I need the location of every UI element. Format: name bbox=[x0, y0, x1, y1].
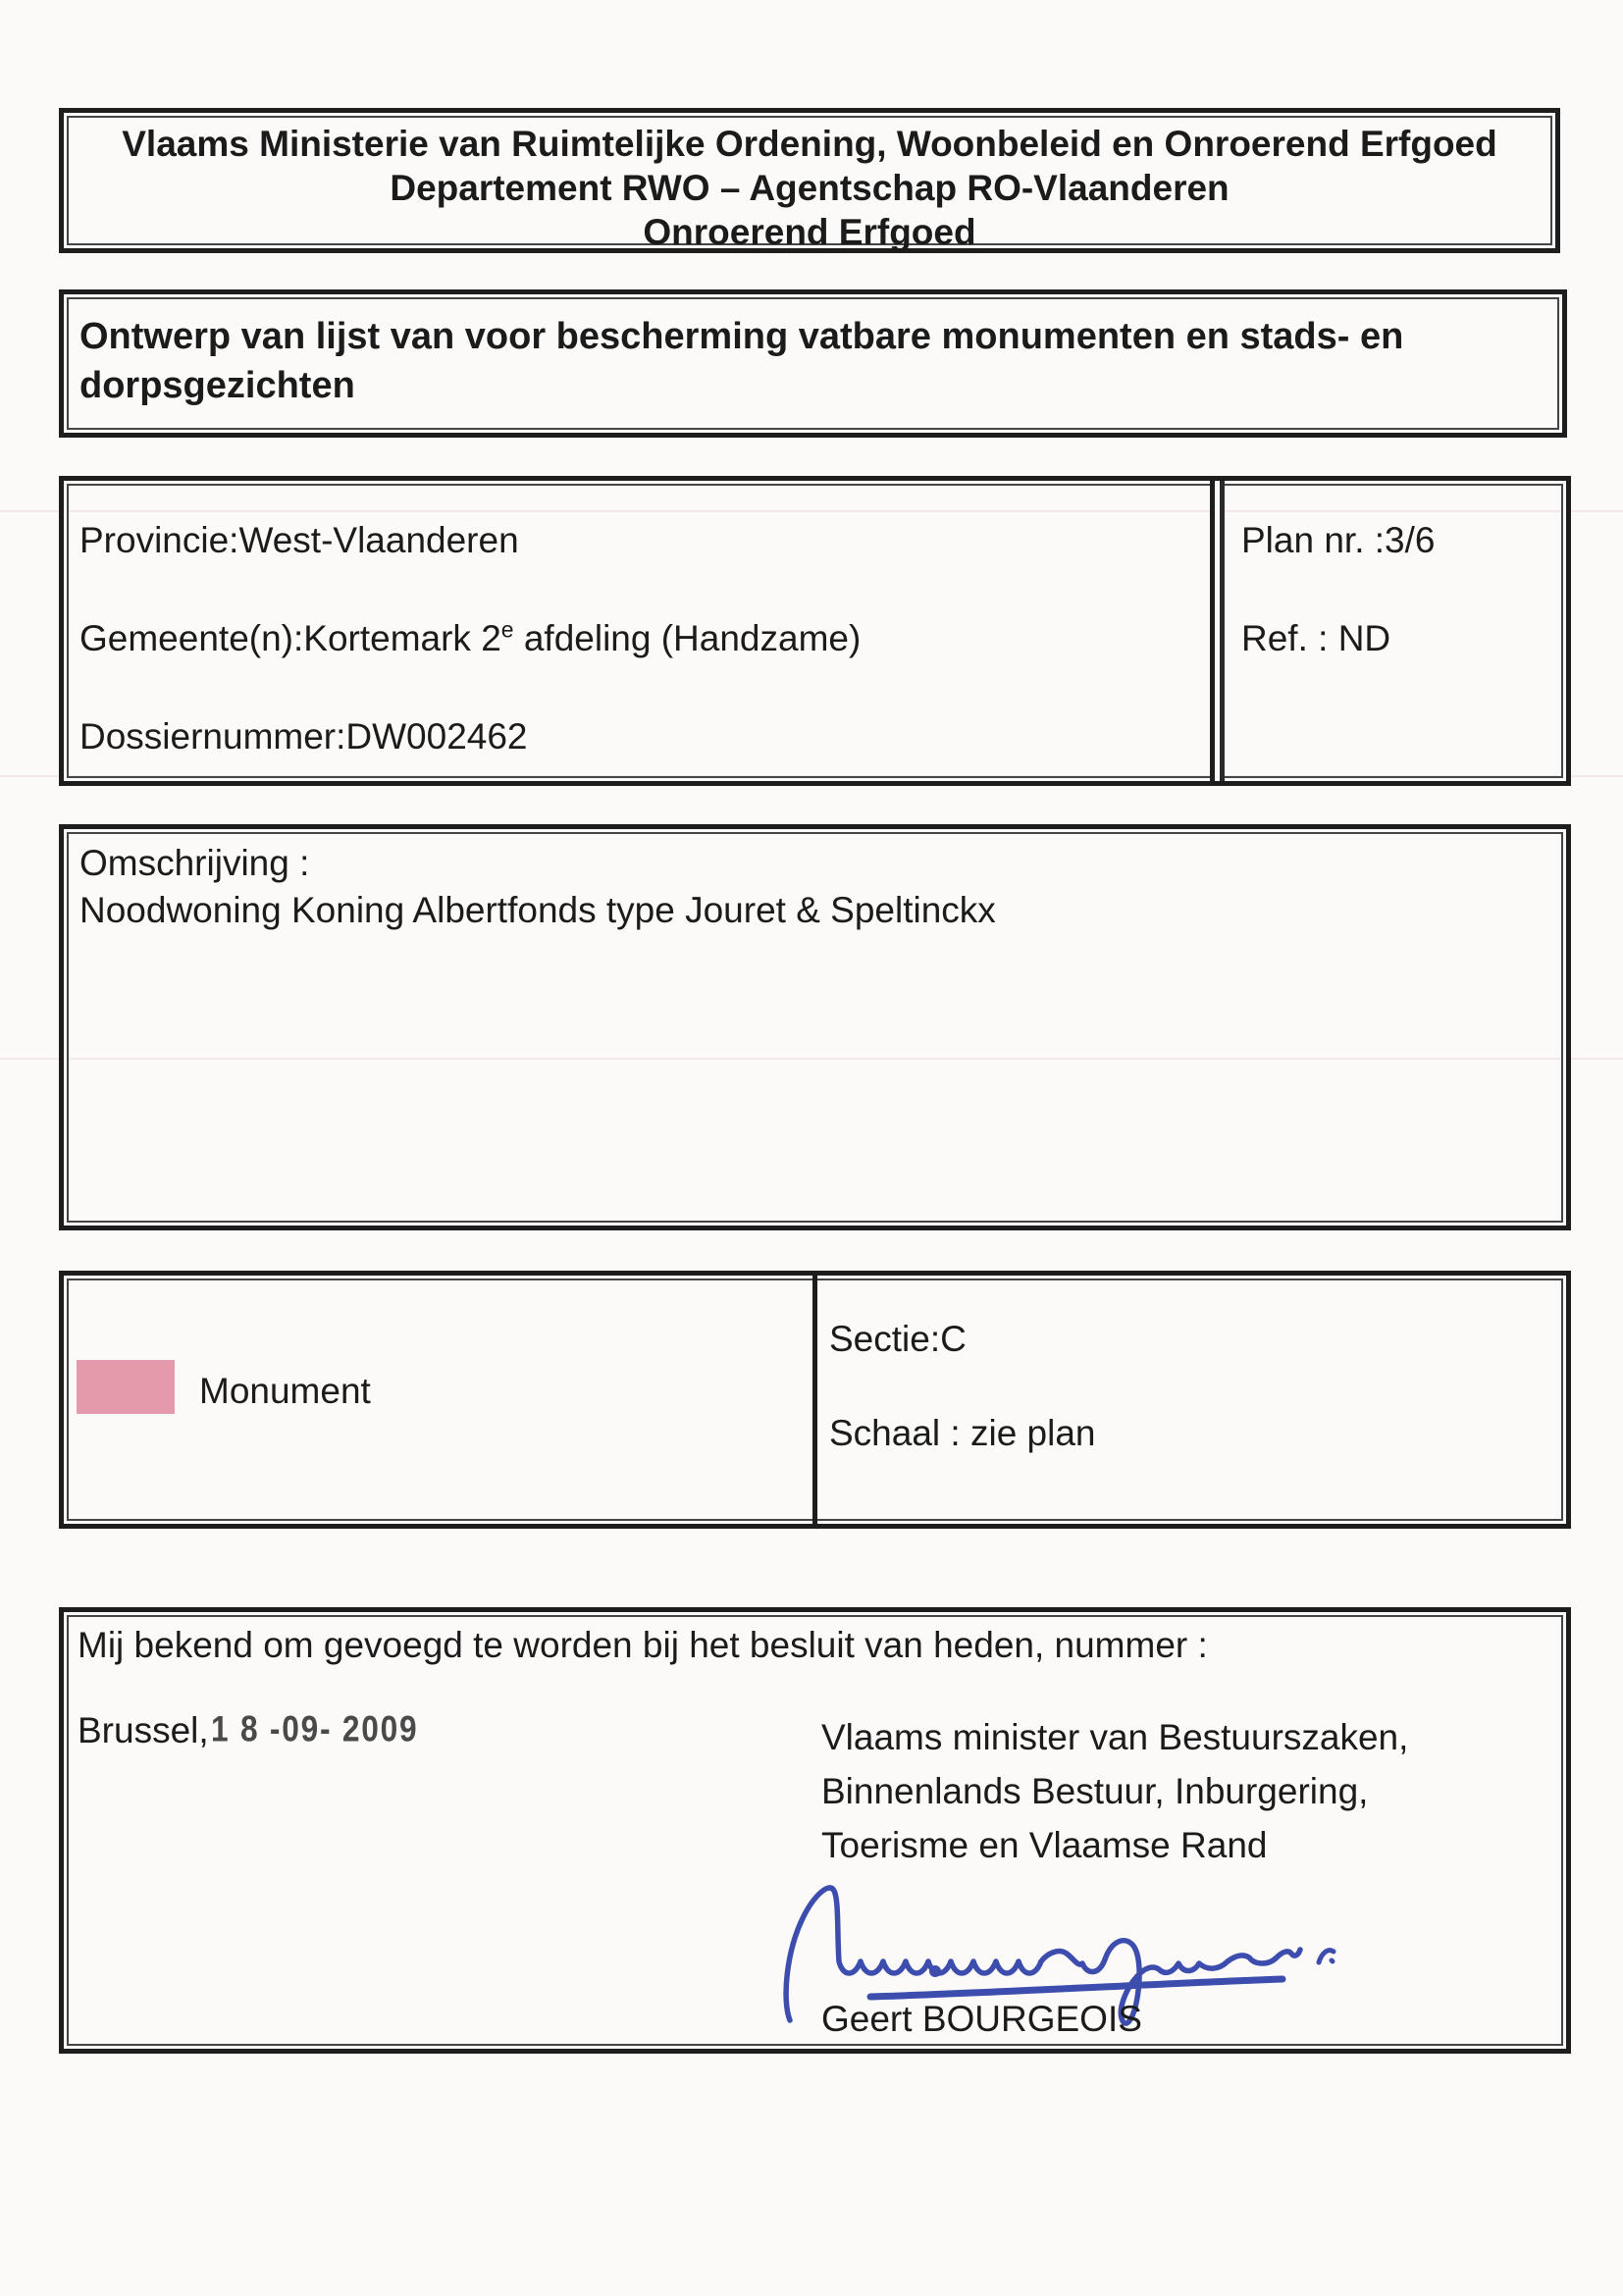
minister-address bbox=[821, 1710, 1408, 1872]
monument-color-swatch bbox=[77, 1360, 175, 1414]
gemeente-superscript: e bbox=[500, 616, 514, 643]
monument-label: Monument bbox=[199, 1371, 371, 1411]
dossiernummer-line: Dossiernummer:DW002462 bbox=[79, 716, 528, 757]
department-line: Departement RWO – Agentschap RO-Vlaanderen bbox=[390, 168, 1230, 208]
besluit-intro-line: Mij bekend om gevoegd te worden bij het besluit van heden, nummer : bbox=[78, 1625, 1208, 1665]
document-title-box bbox=[59, 289, 1567, 438]
info-column-divider bbox=[1210, 481, 1225, 781]
omschrijving-box bbox=[59, 824, 1571, 1230]
gemeente-suffix: afdeling (Handzame) bbox=[513, 618, 862, 658]
dossier-info-box bbox=[59, 476, 1571, 786]
signature-underline-stroke bbox=[870, 1979, 1283, 1997]
signature-tick-stroke bbox=[1319, 1951, 1334, 1962]
gemeente-line bbox=[79, 618, 861, 659]
signature-box bbox=[59, 1607, 1571, 2054]
agency-line: Onroerend Erfgoed bbox=[643, 212, 976, 252]
provincie-line: Provincie:West-Vlaanderen bbox=[79, 520, 519, 560]
document-title: Ontwerp van lijst van voor bescherming vatbare monumenten en stads- en dorpsgezichten bbox=[79, 316, 1404, 406]
minister-title-line-2: Binnenlands Bestuur, Inburgering, bbox=[821, 1771, 1369, 1811]
ministry-header-box bbox=[59, 108, 1560, 253]
gemeente-prefix: Gemeente(n):Kortemark 2 bbox=[79, 618, 501, 658]
minister-title-line-3: Toerisme en Vlaamse Rand bbox=[821, 1825, 1268, 1865]
signature-ink-blot bbox=[929, 1965, 941, 1977]
omschrijving-value: Noodwoning Koning Albertfonds type Jouret & Speltinckx bbox=[79, 890, 996, 930]
legend-box bbox=[59, 1271, 1571, 1529]
minister-title-line-1: Vlaams minister van Bestuurszaken, bbox=[821, 1717, 1409, 1757]
place-label: Brussel, bbox=[78, 1710, 209, 1750]
omschrijving-label: Omschrijving : bbox=[79, 843, 310, 883]
signer-name: Geert BOURGEOIS bbox=[821, 1999, 1142, 2039]
ministry-name-line: Vlaams Ministerie van Ruimtelijke Ordening, Woonbeleid en Onroerend Erfgoed bbox=[122, 124, 1497, 164]
schaal-line: Schaal : zie plan bbox=[829, 1413, 1096, 1453]
ref-line: Ref. : ND bbox=[1241, 618, 1391, 658]
sectie-line: Sectie:C bbox=[829, 1319, 967, 1359]
plan-nr-line: Plan nr. :3/6 bbox=[1241, 520, 1436, 560]
date-stamp: 1 8 -09- 2009 bbox=[211, 1707, 419, 1749]
legend-column-divider bbox=[812, 1276, 817, 1524]
